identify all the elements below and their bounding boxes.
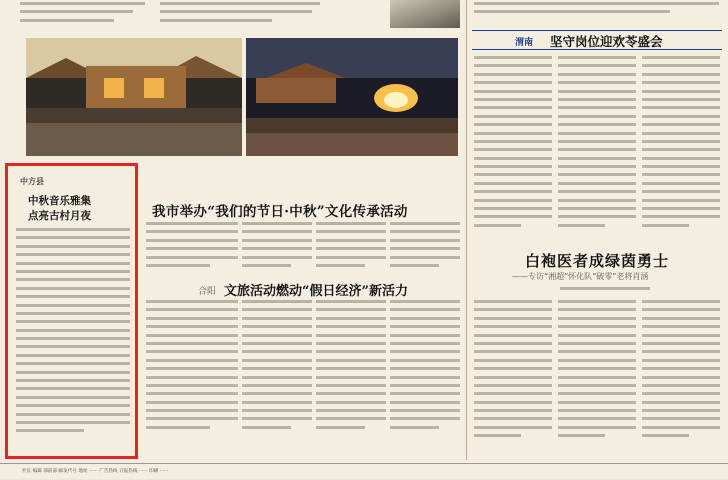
cultural-body-col2 [242,300,312,450]
sidebar-body-text [16,228,130,453]
text-block-top-left [20,2,145,26]
photo-bonfire [246,38,458,156]
footer-text: 社长 编辑 部前部 邮发代号 地址 ······ 广告热线 订报热线 ······ 印刷 ······ [22,469,169,474]
doctor-subtitle: ——专访“湘超”怀化队“破零”老将肖涵 [512,272,649,281]
weinan-body-col3 [642,56,720,246]
festival-headline: 我市举办“我们的节日·中秋”文化传承活动 [152,204,408,220]
cultural-prefix: 合阳 [198,287,217,297]
cultural-body-col4 [390,300,460,450]
column-divider [466,0,467,460]
right-top-text [474,2,719,22]
sidebar-highlight-box [5,163,138,459]
text-block-top-mid [160,2,320,26]
sidebar-title-line1: 中秋音乐雅集 [28,195,91,207]
doctor-body-col2 [558,300,636,455]
doctor-byline [560,287,650,293]
weinan-prefix: 渭南 [515,38,534,48]
doctor-headline: 白袍医者成绿茵勇士 [525,252,670,270]
sidebar-title-line2: 点亮古村月夜 [28,210,91,222]
festival-body-col3 [316,222,386,274]
festival-body-col2 [242,222,312,274]
doctor-body-col3 [642,300,720,455]
photo-top-small [390,0,460,28]
festival-body-col4 [390,222,460,274]
weinan-body-col2 [558,56,636,246]
weinan-body-col1 [474,56,552,246]
festival-body-col1 [146,222,238,274]
photo-ancient-town [26,38,242,156]
cultural-body-col1 [146,300,238,450]
cultural-body-col3 [316,300,386,450]
doctor-body-col1 [474,300,552,455]
page-footer [0,463,728,480]
cultural-headline: 文旅活动燃动“假日经济”新活力 [224,284,408,299]
weinan-headline: 坚守岗位迎欢苓盛会 [550,34,663,49]
sidebar-county: 中方县 [20,176,44,186]
